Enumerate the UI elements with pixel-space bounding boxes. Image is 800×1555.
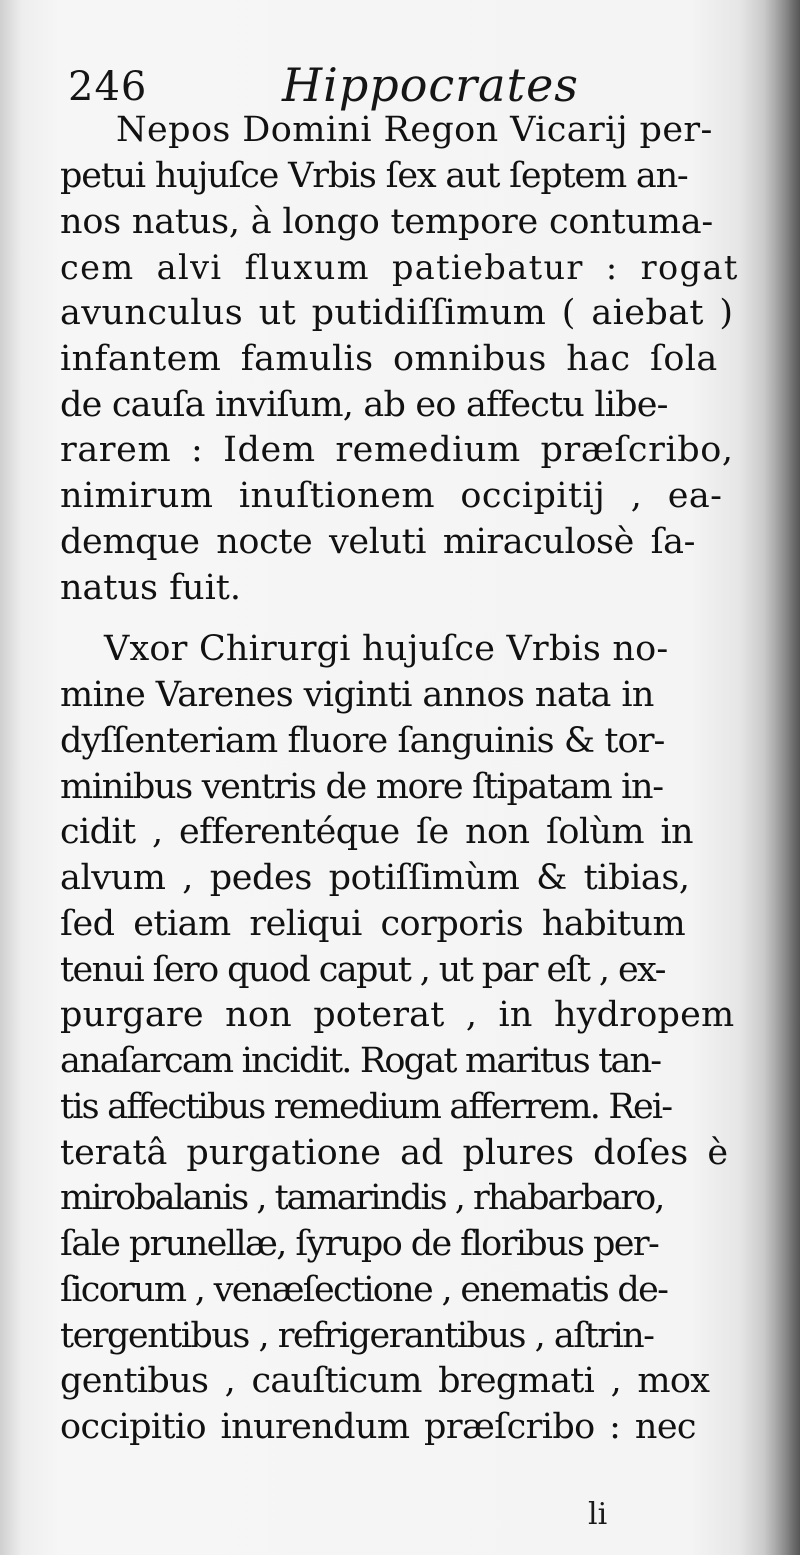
text-line: tergentibus , refrigerantibus , aſtrin-	[60, 1315, 654, 1356]
text-line: gentibus , cauſticum bregmati , mox	[60, 1361, 710, 1402]
text-line: demque nocte veluti miraculosè ſa-	[60, 521, 696, 562]
text-line: minibus ventris de more ſtipatam in-	[60, 766, 663, 807]
text-line: natus fuit.	[60, 567, 241, 608]
text-line: mirobalanis , tamarindis , rhabarbaro,	[60, 1178, 664, 1219]
running-title: Hippocrates	[282, 58, 579, 112]
paragraph-gap	[60, 611, 742, 627]
text-line: occipitio inurendum præſcribo : nec	[60, 1407, 696, 1447]
text-line: petui hujuſce Vrbis ſex aut ſeptem an-	[60, 155, 688, 196]
text-line: ſed etiam reliqui corporis habitum	[60, 903, 686, 944]
text-line: de cauſa inviſum, ab eo affectu libe-	[60, 384, 668, 425]
text-line: anaſarcam incidit. Rogat maritus tan-	[60, 1041, 661, 1081]
text-line: dyſſenteriam fluore ſanguinis & tor-	[60, 720, 665, 761]
text-line: cem alvi fluxum patiebatur : rogat	[60, 248, 739, 288]
paragraph-2	[60, 627, 742, 1451]
text-line: teratâ purgatione ad plures doſes è	[60, 1132, 729, 1173]
text-line: alvum , pedes potiſſimùm & tibias,	[60, 858, 690, 898]
text-line: rarem : Idem remedium præſcribo,	[60, 430, 734, 471]
text-line: tenui ſero quod caput , ut par eſt , ex-	[60, 949, 665, 990]
text-line: ſale prunellæ, ſyrupo de floribus per-	[60, 1224, 659, 1264]
text-line: ſicorum , venæſectione , enematis de-	[60, 1269, 668, 1310]
paragraph-1	[60, 108, 742, 611]
text-line: nimirum inuſtionem occipitij , ea-	[60, 476, 723, 516]
text-line: mine Varenes viginti annos nata in	[60, 675, 654, 715]
body-text	[60, 108, 742, 1451]
text-line: avunculus ut putidiſſimum ( aiebat )	[60, 293, 734, 333]
text-line: tis affectibus remedium afferrem. Rei-	[60, 1086, 672, 1127]
text-line: cidit , efferentéque ſe non ſolùm in	[60, 812, 694, 853]
text-line: infantem famulis omnibus hac ſola	[60, 338, 718, 379]
text-line: Nepos Domini Regon Vicarij per-	[116, 110, 713, 150]
text-line: Vxor Chirurgi hujuſce Vrbis no-	[104, 629, 669, 670]
gutter-shadow	[764, 0, 800, 1555]
page-number: 246	[68, 64, 148, 110]
signature-mark: li	[588, 1497, 608, 1532]
text-line: purgare non poterat , in hydropem	[60, 995, 735, 1036]
text-line: nos natus, à longo tempore contuma-	[60, 201, 714, 242]
